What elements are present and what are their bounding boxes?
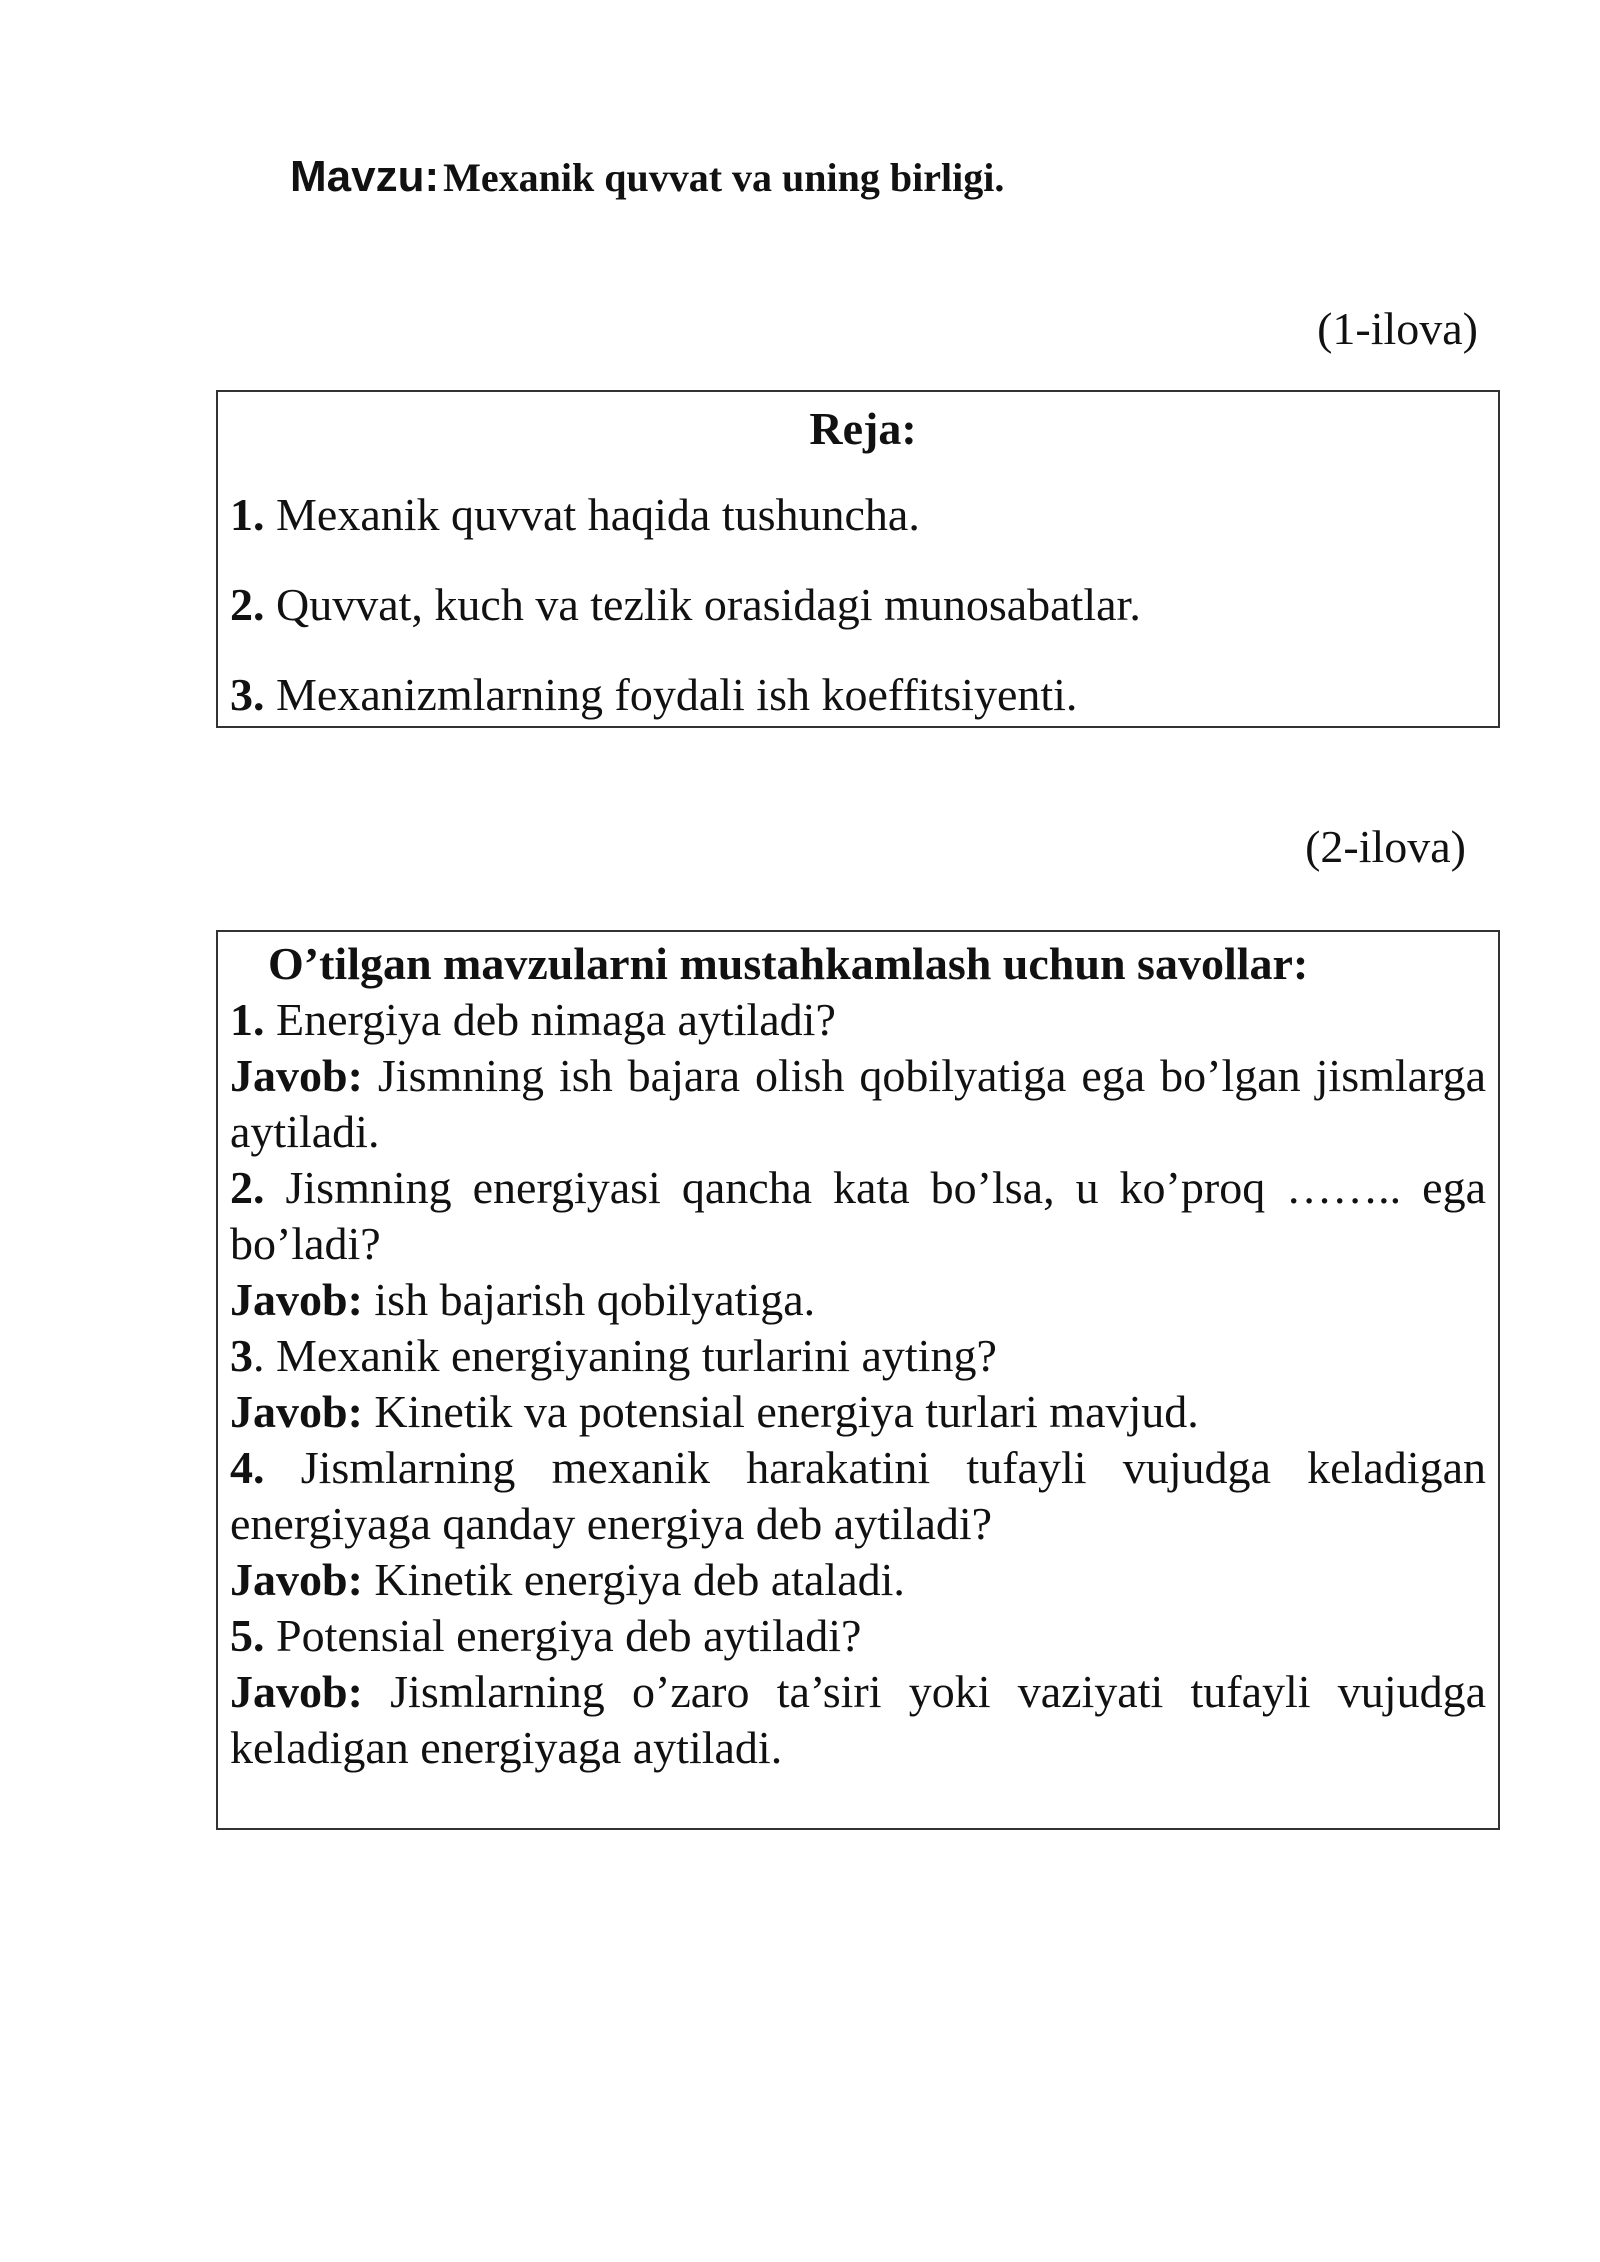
appendix-1-label: (1-ilova) [1317, 303, 1478, 354]
plan-item-number: 1. [230, 489, 265, 540]
answer-4 [230, 1552, 1486, 1608]
answer-5 [230, 1664, 1486, 1776]
question-text: Energiya deb nimaga aytiladi? [276, 994, 836, 1045]
answer-label: Javob: [230, 1666, 363, 1717]
plan-item [230, 668, 1077, 721]
plan-item-number: 3. [230, 669, 265, 720]
questions-box [216, 930, 1500, 1830]
answer-3 [230, 1384, 1486, 1440]
question-text: Jismning energiyasi qancha kata bo’lsa, u ko’proq …….. ega bo’ladi? [230, 1162, 1486, 1269]
answer-text: Jismlarning o’zaro ta’siri yoki vaziyati tufayli vujudga keladigan energiyaga aytiladi. [230, 1666, 1486, 1773]
answer-text: Kinetik va potensial energiya turlari mavjud. [374, 1386, 1199, 1437]
answer-1 [230, 1048, 1486, 1160]
answer-label: Javob: [230, 1274, 363, 1325]
plan-item [230, 488, 920, 541]
question-number: 1. [230, 994, 265, 1045]
plan-item-number: 2. [230, 579, 265, 630]
question-number: 3 [230, 1330, 253, 1381]
plan-title: Reja: [809, 403, 917, 454]
answer-text: Jismning ish bajara olish qobilyatiga ega bo’lgan jismlarga aytiladi. [230, 1050, 1486, 1157]
question-text: Jismlarning mexanik harakatini tufayli vujudga keladigan energiyaga qanday energiya deb aytiladi? [230, 1442, 1486, 1549]
plan-item-text: Mexanizmlarning foydali ish koeffitsiyenti. [276, 669, 1078, 720]
topic-label: Mavzu: [290, 152, 440, 201]
question-4 [230, 1440, 1486, 1552]
question-text: Potensial energiya deb aytiladi? [276, 1610, 862, 1661]
question-number: 5. [230, 1610, 265, 1661]
question-1 [230, 992, 1486, 1048]
plan-item-text: Quvvat, kuch va tezlik orasidagi munosabatlar. [276, 579, 1141, 630]
answer-2 [230, 1272, 1486, 1328]
question-3 [230, 1328, 1486, 1384]
answer-label: Javob: [230, 1554, 363, 1605]
question-number: 4. [230, 1442, 265, 1493]
plan-item-text: Mexanik quvvat haqida tushuncha. [276, 489, 920, 540]
answer-label: Javob: [230, 1386, 363, 1437]
question-2 [230, 1160, 1486, 1272]
question-5 [230, 1608, 1486, 1664]
question-number: 2. [230, 1162, 265, 1213]
questions-title: O’tilgan mavzularni mustahkamlash uchun savollar: [268, 938, 1309, 989]
plan-item [230, 578, 1141, 631]
topic-line [290, 152, 1004, 202]
appendix-2-label: (2-ilova) [1305, 821, 1466, 872]
answer-label: Javob: [230, 1050, 363, 1101]
question-text: . Mexanik energiyaning turlarini ayting? [253, 1330, 997, 1381]
answer-text: ish bajarish qobilyatiga. [374, 1274, 816, 1325]
answer-text: Kinetik energiya deb ataladi. [374, 1554, 905, 1605]
questions-content [230, 936, 1486, 1776]
plan-box [216, 390, 1500, 728]
topic-text: Mexanik quvvat va uning birligi. [443, 155, 1005, 200]
